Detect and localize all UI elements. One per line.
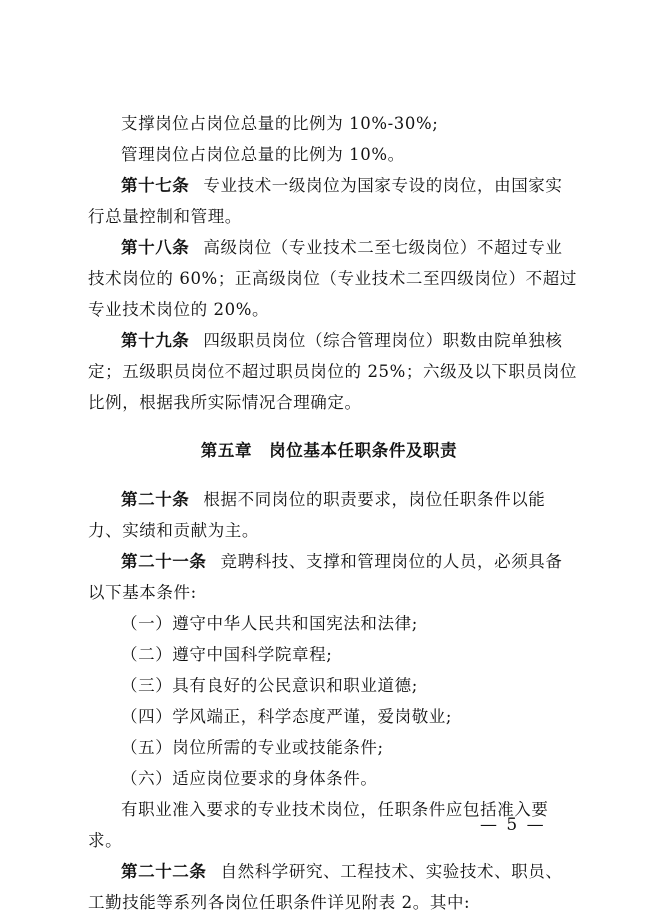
article-21-text-1: 竞聘科技、支撑和管理岗位的人员，必须具备 [220,552,563,571]
article-20-label: 第二十条 [121,490,190,509]
article-19-label: 第十九条 [121,331,190,350]
article-20-text-2: 力、实绩和贡献为主。 [88,521,259,540]
article-17 [88,170,570,232]
article-18-text-1: 高级岗位（专业技术二至七级岗位）不超过专业 [203,238,563,257]
list-item: （五）岗位所需的专业或技能条件; [121,738,384,757]
article-21-note-2: 求。 [88,831,123,850]
list-item: （六）适应岗位要求的身体条件。 [121,769,378,788]
article-22-text-2: 工勤技能等系列各岗位任职条件详见附表 2。其中: [88,893,471,912]
article-20 [88,484,570,546]
article-21 [88,546,570,856]
article-21-note-1: 有职业准入要求的专业技术岗位，任职条件应包括准入要 [121,800,549,819]
page-number: — 5 — [480,815,546,835]
list-item: （一）遵守中华人民共和国宪法和法律; [121,614,418,633]
article-19-text-3: 比例，根据我所实际情况合理确定。 [88,393,362,412]
article-22 [88,856,570,918]
article-22-label: 第二十二条 [121,862,207,881]
paragraph-management-ratio: 管理岗位占岗位总量的比例为 10%。 [121,145,405,164]
article-17-text-2: 行总量控制和管理。 [88,207,242,226]
article-20-text-1: 根据不同岗位的职责要求，岗位任职条件以能 [203,490,546,509]
article-18-label: 第十八条 [121,238,190,257]
document-body [88,108,577,918]
article-22-text-1: 自然科学研究、工程技术、实验技术、职员、 [220,862,563,881]
article-21-text-2: 以下基本条件: [88,583,197,602]
article-19 [88,325,577,418]
paragraph-support-ratio: 支撑岗位占岗位总量的比例为 10%-30%; [121,114,439,133]
article-19-text-1: 四级职员岗位（综合管理岗位）职数由院单独核 [203,331,563,350]
list-item: （三）具有良好的公民意识和职业道德; [121,676,418,695]
chapter-5-title: 第五章 岗位基本任职条件及职责 [200,441,458,460]
article-18 [88,232,577,325]
article-18-text-2: 技术岗位的 60%；正高级岗位（专业技术二至四级岗位）不超过 [88,269,577,288]
list-item: （四）学风端正，科学态度严谨，爱岗敬业; [121,707,453,726]
article-19-text-2: 定；五级职员岗位不超过职员岗位的 25%；六级及以下职员岗位 [88,362,577,381]
article-17-text-1: 专业技术一级岗位为国家专设的岗位，由国家实 [203,176,563,195]
article-21-label: 第二十一条 [121,552,207,571]
article-18-text-3: 专业技术岗位的 20%。 [88,300,270,319]
article-17-label: 第十七条 [121,176,190,195]
list-item: （二）遵守中国科学院章程; [121,645,333,664]
